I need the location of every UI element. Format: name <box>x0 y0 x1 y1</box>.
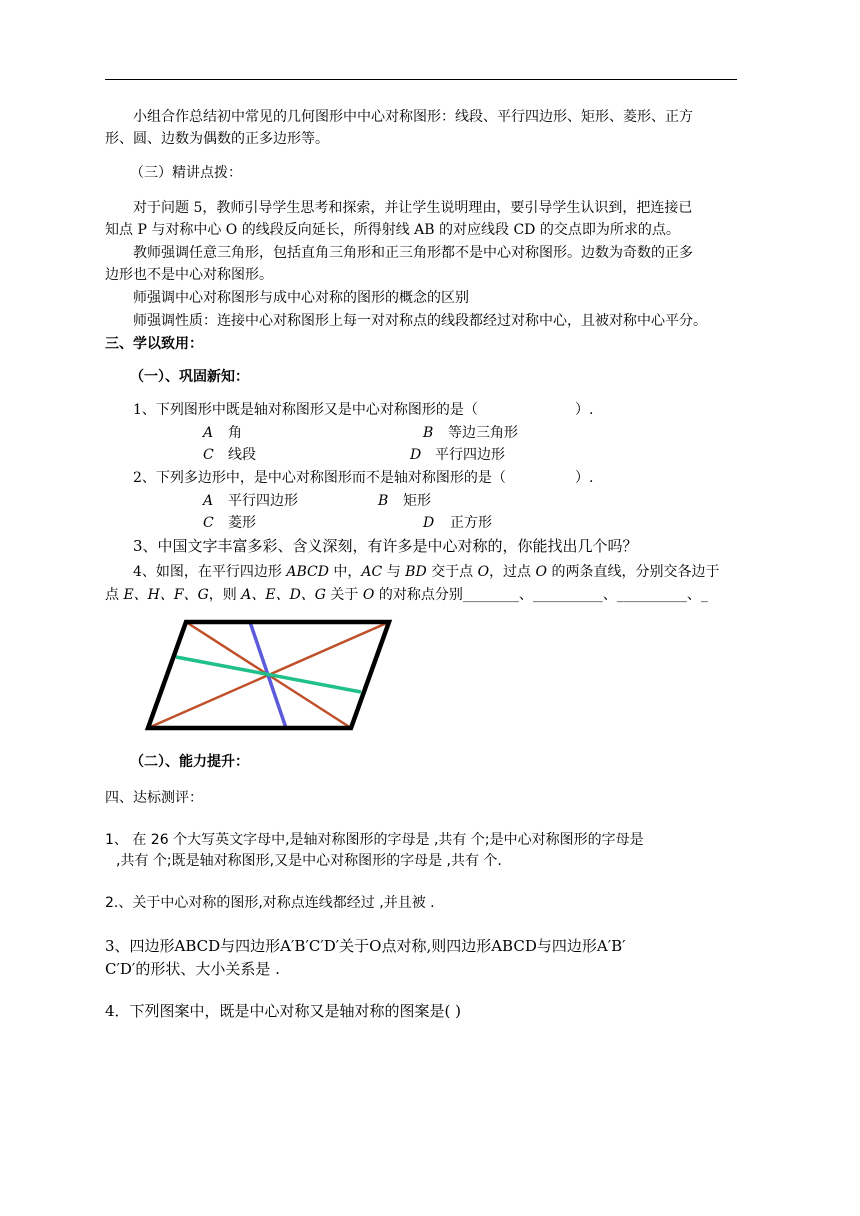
q4-text-c: 与 <box>382 564 406 580</box>
heading-section-3: 三、学以致用： <box>105 336 203 352</box>
q4-line-2 <box>105 586 708 604</box>
q1-option-d-text: 平行四边形 <box>435 447 505 463</box>
q2-option-c-letter: C <box>203 515 214 531</box>
jingjiang-p3: 师强调中心对称图形与成中心对称的图形的概念的区别 <box>133 290 469 306</box>
q4-text-d: 交于点 <box>426 564 478 580</box>
header-rule <box>105 79 737 80</box>
intro-line-1: 小组合作总结初中常见的几何图形中中心对称图形：线段、平行四边形、矩形、菱形、正方 <box>133 109 693 125</box>
q2-option-d-letter: D <box>423 515 435 531</box>
q4-text-b: 中， <box>328 564 362 580</box>
q1-option-a-text: 角 <box>228 425 242 441</box>
q2-option-b-text: 矩形 <box>403 493 431 509</box>
q1-option-a-letter: A <box>203 425 214 441</box>
jingjiang-p2-line-2: 边形也不是中心对称图形。 <box>105 267 273 283</box>
q4-o-1: O <box>477 564 490 580</box>
jingjiang-p1-line-1: 对于问题 5，教师引导学生思考和探索，并让学生说明理由，要引导学生认识到，把连接已 <box>133 200 693 216</box>
q2-stem: 2、下列多边形中，是中心对称图形而不是轴对称图形的是（ <box>133 470 506 486</box>
heading-section-4: 四、达标测评： <box>105 790 203 806</box>
q4-text-a: 4、如图，在平行四边形 <box>133 564 287 580</box>
q1-stem: 1、下列图形中既是轴对称图形又是中心对称图形的是（ <box>133 402 478 418</box>
subheading-gonggu: （一）、巩固新知： <box>130 369 249 385</box>
q4-text-h: ，则 <box>208 587 242 603</box>
q2-option-a-letter: A <box>203 493 214 509</box>
test-1-line-1: 1、 在 26 个大写英文字母中,是轴对称图形的字母是 ,共有 个;是中心对称图形的字母是 <box>105 832 644 848</box>
q1-option-d-letter: D <box>410 447 422 463</box>
subheading-nengli: （二）、能力提升： <box>130 754 249 770</box>
q4-abcd: ABCD <box>286 564 329 580</box>
test-2: 2.、关于中心对称的图形,对称点连线都经过 ,并且被 . <box>105 895 435 911</box>
test-1-line-2: ,共有 个;既是轴对称图形,又是中心对称图形的字母是 ,共有 个. <box>116 853 502 869</box>
test-3-line-2: C′D′的形状、大小关系是 . <box>105 960 280 978</box>
q4-text-g: 点 <box>105 587 124 603</box>
q4-text-f: 的两条直线，分别交各边于 <box>547 564 720 580</box>
q2-close: ）. <box>575 470 594 486</box>
q3-text: 3、中国文字丰富多彩、含义深刻，有许多是中心对称的，你能找出几个吗？ <box>133 537 638 555</box>
jingjiang-p1-line-2: 知点 P 与对称中心 O 的线段反向延长，所得射线 AB 的对应线段 CD 的交点即为所求的点。 <box>105 222 680 238</box>
q4-text-j: 的对称点分别________、__________、__________、_ <box>374 587 708 603</box>
jingjiang-p2-line-1: 教师强调任意三角形，包括直角三角形和正三角形都不是中心对称图形。边数为奇数的正多 <box>133 245 693 261</box>
test-4: 4．下列图案中，既是中心对称又是轴对称的图案是( ) <box>105 1002 462 1020</box>
q2-option-b-letter: B <box>378 493 389 509</box>
q4-text-e: ，过点 <box>489 564 536 580</box>
intro-line-2: 形、圆、边数为偶数的正多边形等。 <box>105 131 329 147</box>
q4-points: E、H、F、G <box>123 587 209 603</box>
q4-points-2: A、E、D、G <box>241 587 326 603</box>
q1-option-c-letter: C <box>203 447 214 463</box>
q2-option-d-text: 正方形 <box>450 515 492 531</box>
q1-option-b-text: 等边三角形 <box>448 425 518 441</box>
q1-close: ）. <box>575 402 594 418</box>
q2-option-c-text: 菱形 <box>228 515 256 531</box>
q4-line-1 <box>133 563 719 581</box>
q4-o-2: O <box>535 564 547 580</box>
test-3-line-1: 3、四边形ABCD与四边形A′B′C′D′关于O点对称,则四边形ABCD与四边形A′B′ <box>105 937 626 955</box>
q4-o-3: O <box>362 587 375 603</box>
jingjiang-p4: 师强调性质：连接中心对称图形上每一对对称点的线段都经过对称中心，且被对称中心平分。 <box>133 313 707 329</box>
q2-option-a-text: 平行四边形 <box>228 493 298 509</box>
q1-option-b-letter: B <box>423 425 434 441</box>
parallelogram-figure <box>140 615 400 735</box>
line-through-o-2 <box>176 657 361 692</box>
q4-bd: BD <box>405 564 427 580</box>
q4-ac: AC <box>361 564 383 580</box>
heading-jingjiang: （三）精讲点拨： <box>130 165 242 181</box>
q1-option-c-text: 线段 <box>228 447 256 463</box>
q4-text-i: 关于 <box>325 587 363 603</box>
